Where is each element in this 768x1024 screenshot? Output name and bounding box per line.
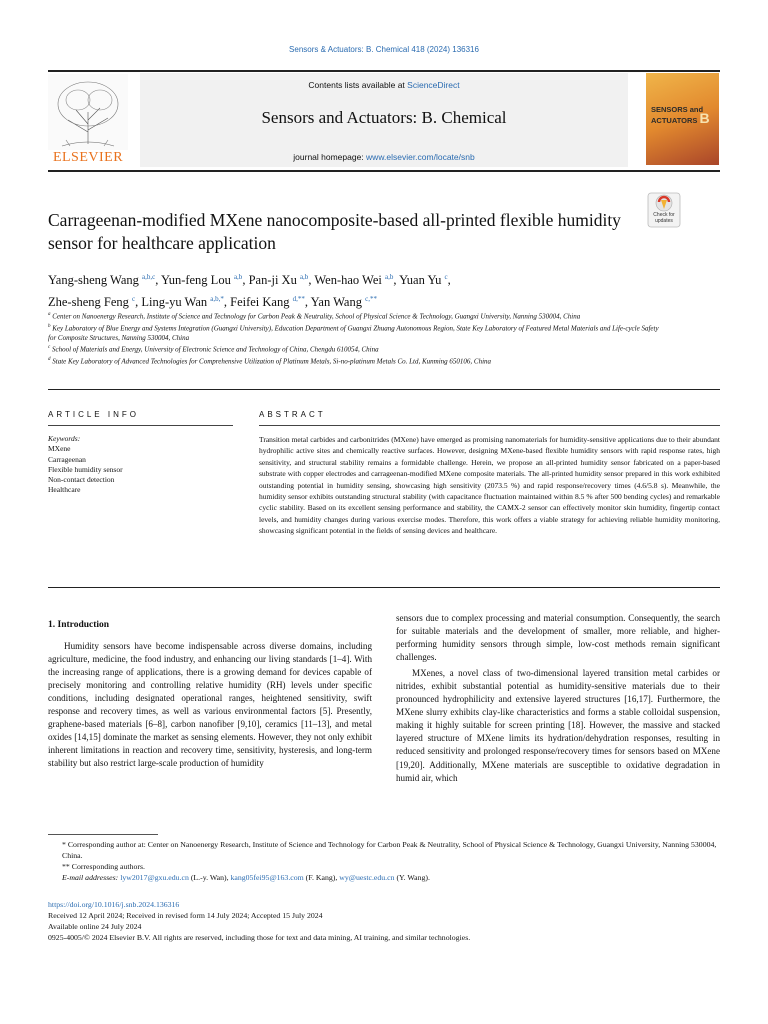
journal-reference[interactable]: Sensors & Actuators: B. Chemical 418 (2024) 136316	[289, 45, 479, 54]
author-affiliation-marker[interactable]: c	[444, 273, 448, 281]
abstract-rule	[259, 425, 720, 426]
author-affiliation-marker[interactable]: c,**	[365, 295, 377, 304]
contents-line: Contents lists available at ScienceDirect	[308, 80, 460, 90]
journal-title: Sensors and Actuators: B. Chemical	[261, 108, 507, 127]
body-paragraph: MXenes, a novel class of two-dimensional layered transition metal carbides or nitrides, exhibit substantial potential as humidity-sensitive materials due to their pronounced hydrophilicity and extensive layered structures [16,17]. Furthermore, the MXene slurry exhibits clay-like characteristics and forms a stable colloidal suspension, making it highly suitable for screen printing [18]. However, the massive and stacked layered structure of MXene limits its hydration/dehydration responses, resulting in reduced sensitivity and prolonged response/recovery times for sensors based on MXene [19,20]. Additionally, MXene materials are susceptible to oxidative degradation in humid air, which	[396, 668, 720, 783]
article-info-rule	[48, 425, 233, 426]
author-affiliation-marker[interactable]: a,b	[385, 273, 394, 281]
received-dates: Received 12 April 2024; Received in revised form 14 July 2024; Accepted 15 July 2024	[48, 911, 323, 920]
email-addresses: E-mail addresses: lyw2017@gxu.edu.cn (L.-y. Wan), kang05fei95@163.com (F. Kang), wy@uestc.edu.cn (Y. Wang).	[62, 873, 430, 882]
keyword-item: Non-contact detection	[48, 475, 115, 485]
header-top-rule	[48, 70, 720, 72]
body-column-left	[48, 640, 372, 770]
publication-info	[48, 899, 720, 943]
affiliation-item: $^b$ Key Laboratory of Blue Energy and Systems Integration (Guangxi University), Education Department of Guangxi Zhuang Autonomous Region, State Key Laboratory of Featured Metal Materials and Life-cycle Safety for Composite Structures, Nanning 530004, China	[48, 323, 659, 342]
author-affiliation-marker[interactable]: d,**	[292, 295, 305, 304]
abstract-bottom-rule	[48, 587, 720, 588]
keywords-label: Keywords:	[48, 434, 81, 443]
keyword-item: MXene	[48, 444, 71, 454]
author-name: Zhe-sheng Feng	[48, 295, 133, 310]
homepage-link[interactable]: www.elsevier.com/locate/snb	[366, 152, 475, 162]
author-name: Wen-hao Wei	[314, 273, 385, 288]
footnotes	[48, 839, 720, 883]
email-link[interactable]: wy@uestc.edu.cn	[339, 873, 395, 882]
header-bottom-rule	[48, 170, 720, 172]
copyright-notice: 0925-4005/© 2024 Elsevier B.V. All rights are reserved, including those for text and data mining, AI training, and similar technologies.	[48, 933, 471, 942]
affiliation-rule	[48, 389, 720, 390]
email-link[interactable]: lyw2017@gxu.edu.cn	[120, 873, 189, 882]
affiliation-item: $^a$ Center on Nanoenergy Research, Institute of Science and Technology for Carbon Peak & Neutrality, School of Physical Science & Technology, Guangxi University, Nanning 530004, China	[48, 312, 581, 321]
footnote-rule	[48, 834, 158, 835]
sciencedirect-link[interactable]: ScienceDirect	[407, 80, 460, 90]
author-name: Ling-yu Wan	[141, 295, 211, 310]
author-list: Yang-sheng Wang $^{a,b,c}$, Yun-feng Lou $^{a,b}$, Pan-ji Xu $^{a,b}$, Wen-hao Wei $^{a,b}$, Yuan Yu $^c$, Zhe-sheng Feng $^c$, Ling-yu Wan $^{a,b,*}$, Feifei Kang $^{d,**}$, Yan Wang $^{c,**}$	[48, 273, 451, 310]
journal-cover-title: SENSORS and ACTUATORS B	[651, 105, 710, 126]
online-date: Available online 24 July 2024	[48, 922, 142, 931]
abstract-heading: ABSTRACT	[259, 410, 326, 419]
keyword-item: Carrageenan	[48, 454, 86, 464]
article-title: Carrageenan-modified MXene nanocomposite-based all-printed flexible humidity sensor for healthcare application	[48, 210, 621, 253]
author-affiliation-marker[interactable]: c	[132, 295, 136, 304]
author-name: Yang-sheng Wang	[48, 273, 143, 288]
author-name: Yan Wang	[310, 295, 366, 310]
author-affiliation-marker[interactable]: a,b,*	[210, 295, 224, 304]
keyword-item: Flexible humidity sensor	[48, 464, 123, 474]
author-name: Yun-feng Lou	[161, 273, 234, 288]
body-column-right	[396, 612, 720, 785]
body-paragraph: Humidity sensors have become indispensable across diverse domains, including agriculture, medicine, the food industry, and enhancing our living standards [1–4]. With the increasing range of applications, there is a growing demand for devices capable of precisely monitoring and controlling relative humidity (RH) levels under specific conditions, including designated operational ranges, heightened sensitivity, swift response and recovery times, as well as various environmental factors [5]. Presently, graphene-based materials [6–8], carbon nanofiber [9,10], ceramics [11–13], and metal oxides [14,15] dominate the market as sensing elements. However, they not only exhibit inherent limitations in reaction and recovery time, sensitivity, hysteresis, and long-term stability but also restrict large-scale production of humidity	[48, 641, 372, 769]
author-name: Pan-ji Xu	[248, 273, 300, 288]
corresponding-author-note: * Corresponding author at: Center on Nanoenergy Research, Institute of Science and Technology for Carbon Peak & Neutrality, School of Physical Science & Technology, Guangxi University, Nanning 530004, China.	[62, 840, 717, 860]
article-info-heading: ARTICLE INFO	[48, 410, 139, 419]
email-link[interactable]: kang05fei95@163.com	[230, 873, 304, 882]
affiliation-item: $^c$ School of Materials and Energy, University of Electronic Science and Technology of China, Chengdu 610054, China	[48, 345, 379, 354]
keywords-block	[48, 434, 238, 496]
affiliation-item: $^d$ State Key Laboratory of Advanced Technologies for Comprehensive Utilization of Platinum Metals, Si-no-platinum Metals Co. Ltd, Kunming 650106, China	[48, 356, 492, 366]
body-paragraph: sensors due to complex processing and material consumption. Consequently, the search for suitable materials and the development of smaller, more reliable, and higher-performing humidity sensors through simple, low-cost methods remain significant challenges.	[396, 613, 720, 663]
section-heading-introduction: 1. Introduction	[48, 620, 110, 630]
elsevier-wordmark: ELSEVIER	[52, 150, 124, 165]
keyword-item: Healthcare	[48, 485, 81, 495]
journal-homepage: journal homepage: www.elsevier.com/locate/snb	[293, 152, 475, 162]
affiliations	[48, 310, 668, 367]
author-name: Feifei Kang	[230, 295, 293, 310]
check-for-updates-label: Check for updates	[653, 212, 675, 224]
abstract-text: Transition metal carbides and carbonitrides (MXene) have emerged as promising nanomaterials for humidity-sensitive applications due to their abundant hydrophilic active sites and chemically reactive surfaces. However, designing MXene-based flexible humidity sensors with rapid response rates, high sensitivity, and structural stability remains a formidable challenge. Herein, we propose an all-printed humidity sensor fabricated on a paper-based substrate with copper electrodes and carrageenan-modified MXene composite materials. The all-printed humidity sensor prepared in this work exhibited outstanding potential in humidity sensing, showcasing high sensitivity (2073.5 %) and rapid response/recovery times (4.6/5.8 s). Meanwhile, the humidity sensor exhibits outstanding structural stability (with capacitance fluctuation maintained within 8.5 % after 500 bending cycles) and remarkable cyclic stability. Based on its excellent sensing performance and stability, the CAMX-2 sensor can effectively monitor skin humidity, fingertip contact levels, and humidity changes during various exercise modes. Therefore, this work offers a viable strategy for achieving reliable humidity monitoring, showcasing significant potential in the fields of sensing devices and healthcare.	[259, 435, 720, 536]
author-affiliation-marker[interactable]: a,b	[233, 273, 243, 281]
doi-link[interactable]: https://doi.org/10.1016/j.snb.2024.136316	[48, 900, 180, 909]
corresponding-authors-note: ** Corresponding authors.	[62, 862, 145, 871]
author-affiliation-marker[interactable]: a,b,c	[142, 273, 156, 281]
author-name: Yuan Yu	[399, 273, 445, 288]
author-affiliation-marker[interactable]: a,b	[299, 273, 309, 281]
